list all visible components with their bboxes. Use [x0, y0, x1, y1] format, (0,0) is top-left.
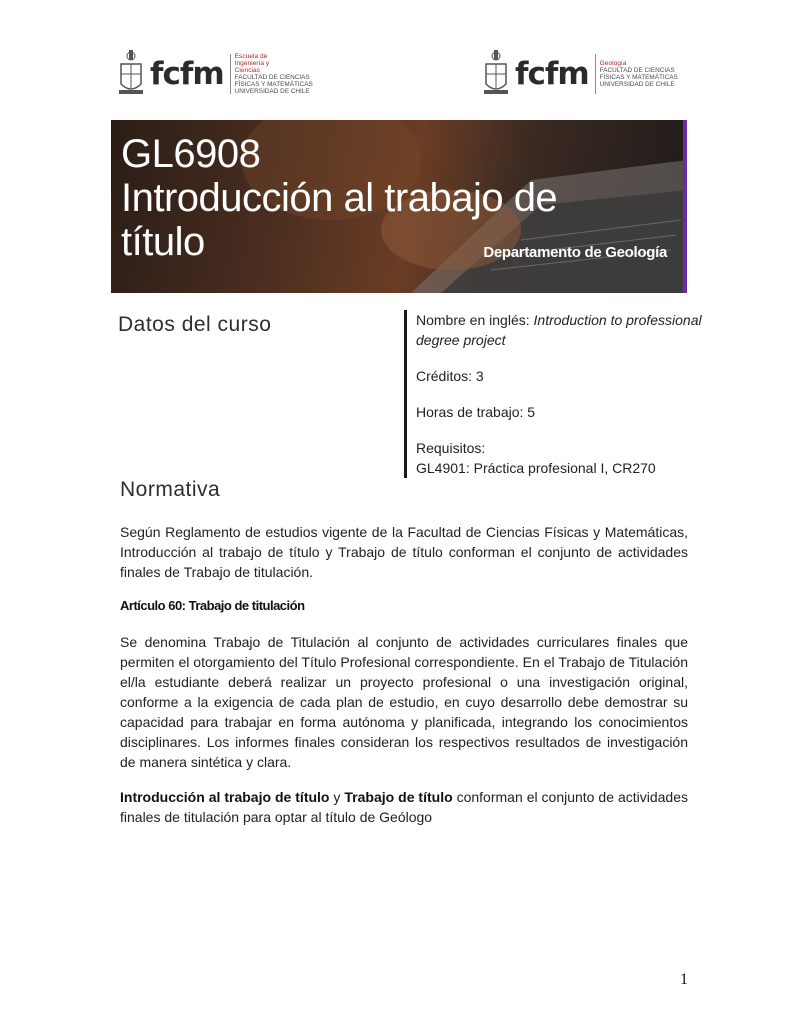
- fcfm-wordmark: fcfm: [515, 55, 589, 92]
- department-label: Departamento de Geología: [483, 244, 667, 261]
- course-banner: [111, 120, 687, 293]
- fcfm-logo-geologia: [483, 48, 678, 100]
- work-hours: Horas de trabajo: 5: [416, 404, 536, 420]
- closing-paragraph: Introducción al trabajo de título y Trabajo de título conforman el conjunto de actividades finales de titulación para optar al título de Geólogo: [120, 789, 688, 825]
- logo-subtitle: Escuela de Ingeniería y Ciencias FACULTAD DE CIENCIAS FÍSICAS Y MATEMÁTICAS UNIVERSIDAD DE CHILE: [234, 53, 313, 95]
- fcfm-wordmark: fcfm: [150, 55, 224, 92]
- course-title: GL6908 Introducción al trabajo de título: [121, 132, 558, 264]
- university-crest-icon: [483, 50, 509, 98]
- normativa-intro: Según Reglamento de estudios vigente de la Facultad de Ciencias Físicas y Matemáticas, Introducción al trabajo de título y Trabajo de título conforman el conjunto de actividades finales de Trabajo de titulación.: [120, 524, 688, 580]
- datos-heading: Datos del curso: [118, 313, 272, 336]
- requirements-value: GL4901: Práctica profesional I, CR270: [416, 460, 656, 476]
- university-crest-icon: [118, 50, 144, 98]
- logo-subtitle: Geología FACULTAD DE CIENCIAS FÍSICAS Y MATEMÁTICAS UNIVERSIDAD DE CHILE: [599, 60, 678, 88]
- fcfm-logo-school: [118, 48, 313, 100]
- credits: Créditos: 3: [416, 368, 484, 384]
- course-info-panel: [404, 310, 706, 478]
- article-body: Se denomina Trabajo de Titulación al conjunto de actividades curriculares finales que permiten el otorgamiento del Título Profesional correspondiente. En el Trabajo de Titulación el/la estudiante deberá realizar un proyecto profesional o una investigación original, conforme a la exigencia de cada plan de estudio, en cuyo desarrollo debe demostrar su capacidad para trabajar en forma autónoma y planificada, integrando los conocimientos disciplinares. Los informes finales consideran los respectivos resultados de investigación de manera sintética y clara.: [120, 634, 688, 770]
- page-number: 1: [680, 971, 688, 988]
- english-name: Nombre en inglés: Introduction to professional degree project: [416, 312, 702, 348]
- normativa-heading: Normativa: [120, 478, 221, 501]
- article-title: Artículo 60: Trabajo de titulación: [120, 598, 305, 613]
- requirements-label: Requisitos:: [416, 440, 486, 456]
